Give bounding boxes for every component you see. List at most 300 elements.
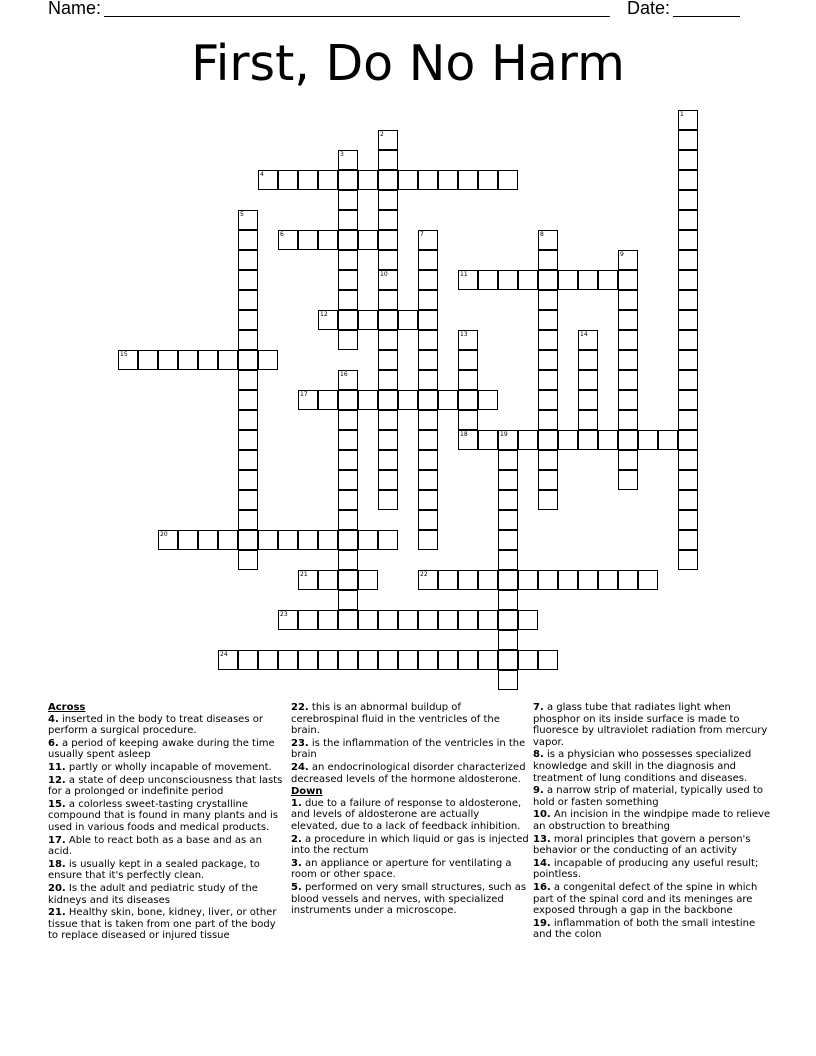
crossword-cell[interactable] xyxy=(398,170,418,190)
crossword-cell[interactable] xyxy=(498,170,518,190)
crossword-cell[interactable] xyxy=(318,170,338,190)
crossword-cell[interactable] xyxy=(298,170,318,190)
crossword-cell[interactable] xyxy=(418,510,438,530)
crossword-cell[interactable] xyxy=(218,530,238,550)
crossword-cell[interactable] xyxy=(278,530,298,550)
crossword-cell[interactable] xyxy=(338,610,358,630)
clue-item-number: 19. xyxy=(533,917,551,929)
clue-item-text: performed on very small structures, such as blood vessels and nerves, with specialized instruments under a microscope. xyxy=(291,881,527,917)
crossword-cell[interactable] xyxy=(678,510,698,530)
crossword-cell[interactable] xyxy=(578,370,598,390)
clue-item-number: 5. xyxy=(291,881,302,893)
clue-number: 7 xyxy=(420,231,424,238)
crossword-cell[interactable] xyxy=(458,350,478,370)
crossword-cell[interactable] xyxy=(578,270,598,290)
crossword-cell[interactable] xyxy=(178,350,198,370)
clue-number: 19 xyxy=(500,431,508,438)
clue-item xyxy=(533,785,771,808)
crossword-cell[interactable] xyxy=(678,430,698,450)
crossword-cell[interactable] xyxy=(378,390,398,410)
clue-number: 9 xyxy=(620,251,624,258)
clue-item-number: 9. xyxy=(533,785,544,797)
clue-item-text: a glass tube that radiates light when phosphor on its inside surface is made to fluoresce by ultraviolet radiation from mercury vapor. xyxy=(533,702,768,748)
crossword-cell[interactable] xyxy=(278,170,298,190)
clue-item-text: An incision in the windpipe made to relieve an obstruction to breathing xyxy=(533,809,771,832)
clue-item xyxy=(48,762,286,774)
crossword-cell[interactable] xyxy=(678,130,698,150)
crossword-cell[interactable] xyxy=(418,170,438,190)
crossword-cell[interactable] xyxy=(538,230,558,250)
crossword-cell[interactable] xyxy=(418,470,438,490)
crossword-cell[interactable] xyxy=(378,470,398,490)
crossword-cell[interactable] xyxy=(338,210,358,230)
crossword-cell[interactable] xyxy=(538,270,558,290)
crossword-cell[interactable] xyxy=(338,370,358,390)
crossword-cell[interactable] xyxy=(378,170,398,190)
crossword-cell[interactable] xyxy=(438,610,458,630)
crossword-cell[interactable] xyxy=(498,490,518,510)
crossword-cell[interactable] xyxy=(458,330,478,350)
crossword-cell[interactable] xyxy=(498,630,518,650)
crossword-cell[interactable] xyxy=(418,390,438,410)
crossword-cell[interactable] xyxy=(258,350,278,370)
crossword-cell[interactable] xyxy=(238,410,258,430)
crossword-cell[interactable] xyxy=(378,430,398,450)
crossword-cell[interactable] xyxy=(318,530,338,550)
crossword-cell[interactable] xyxy=(638,430,658,450)
crossword-cell[interactable] xyxy=(338,530,358,550)
crossword-cell[interactable] xyxy=(378,530,398,550)
crossword-cell[interactable] xyxy=(318,390,338,410)
crossword-cell[interactable] xyxy=(358,650,378,670)
crossword-cell[interactable] xyxy=(138,350,158,370)
crossword-cell[interactable] xyxy=(678,490,698,510)
crossword-cell[interactable] xyxy=(378,210,398,230)
crossword-cell[interactable] xyxy=(378,450,398,470)
clue-item-text: a period of keeping awake during the time usually spent asleep xyxy=(48,737,275,761)
crossword-cell[interactable] xyxy=(678,270,698,290)
crossword-cell[interactable] xyxy=(338,270,358,290)
crossword-cell[interactable] xyxy=(618,370,638,390)
crossword-cell[interactable] xyxy=(578,390,598,410)
crossword-cell[interactable] xyxy=(378,370,398,390)
crossword-cell[interactable] xyxy=(498,510,518,530)
crossword-cell[interactable] xyxy=(518,270,538,290)
clues-column-1 xyxy=(48,702,286,943)
crossword-cell[interactable] xyxy=(338,510,358,530)
crossword-cell[interactable] xyxy=(358,230,378,250)
clue-item xyxy=(48,738,286,761)
crossword-cell[interactable] xyxy=(438,650,458,670)
crossword-cell[interactable] xyxy=(338,570,358,590)
crossword-cell[interactable] xyxy=(238,370,258,390)
crossword-cell[interactable] xyxy=(338,150,358,170)
clue-number: 21 xyxy=(300,571,308,578)
crossword-cell[interactable] xyxy=(458,270,478,290)
crossword-cell[interactable] xyxy=(618,450,638,470)
crossword-cell[interactable] xyxy=(358,530,378,550)
crossword-cell[interactable] xyxy=(618,410,638,430)
crossword-cell[interactable] xyxy=(498,590,518,610)
crossword-cell[interactable] xyxy=(458,610,478,630)
crossword-cell[interactable] xyxy=(578,330,598,350)
crossword-cell[interactable] xyxy=(338,470,358,490)
crossword-cell[interactable] xyxy=(618,570,638,590)
crossword-cell[interactable] xyxy=(318,310,338,330)
crossword-cell[interactable] xyxy=(358,390,378,410)
clue-item-text: is usually kept in a sealed package, to ensure that it's perfectly clean. xyxy=(48,858,260,882)
clue-item-text: incapable of producing any useful result; pointless. xyxy=(533,857,759,881)
crossword-cell[interactable] xyxy=(318,570,338,590)
crossword-cell[interactable] xyxy=(538,330,558,350)
crossword-cell[interactable] xyxy=(378,130,398,150)
crossword-cell[interactable] xyxy=(678,250,698,270)
crossword-cell[interactable] xyxy=(558,270,578,290)
crossword-cell[interactable] xyxy=(618,330,638,350)
clue-item-text: is the inflammation of the ventricles in the brain xyxy=(291,737,526,761)
crossword-cell[interactable] xyxy=(678,410,698,430)
crossword-cell[interactable] xyxy=(338,490,358,510)
clue-item xyxy=(533,809,771,832)
crossword-cell[interactable] xyxy=(298,530,318,550)
clue-item-text: Able to react both as a base and as an acid. xyxy=(48,834,262,858)
clue-item-number: 2. xyxy=(291,833,302,845)
crossword-cell[interactable] xyxy=(418,570,438,590)
down-heading: Down xyxy=(291,786,323,798)
crossword-cell[interactable] xyxy=(518,430,538,450)
clue-item xyxy=(48,775,286,798)
crossword-cell[interactable] xyxy=(478,390,498,410)
crossword-cell[interactable] xyxy=(538,430,558,450)
crossword-cell[interactable] xyxy=(238,310,258,330)
crossword-cell[interactable] xyxy=(238,250,258,270)
crossword-cell[interactable] xyxy=(478,430,498,450)
clue-number: 10 xyxy=(380,271,388,278)
crossword-cell[interactable] xyxy=(498,650,518,670)
crossword-cell[interactable] xyxy=(338,190,358,210)
crossword-cell[interactable] xyxy=(338,450,358,470)
crossword-cell[interactable] xyxy=(378,610,398,630)
crossword-cell[interactable] xyxy=(458,430,478,450)
clue-number: 1 xyxy=(680,111,684,118)
crossword-cell[interactable] xyxy=(578,350,598,370)
crossword-cell[interactable] xyxy=(338,390,358,410)
crossword-cell[interactable] xyxy=(678,390,698,410)
crossword-cell[interactable] xyxy=(458,370,478,390)
crossword-cell[interactable] xyxy=(338,650,358,670)
crossword-cell[interactable] xyxy=(678,330,698,350)
crossword-cell[interactable] xyxy=(498,570,518,590)
crossword-cell[interactable] xyxy=(578,570,598,590)
clue-item-number: 6. xyxy=(48,737,59,749)
crossword-cell[interactable] xyxy=(618,350,638,370)
crossword-cell[interactable] xyxy=(338,590,358,610)
crossword-cell[interactable] xyxy=(678,210,698,230)
crossword-cell[interactable] xyxy=(238,530,258,550)
crossword-cell[interactable] xyxy=(538,250,558,270)
crossword-cell[interactable] xyxy=(418,610,438,630)
crossword-cell[interactable] xyxy=(458,410,478,430)
crossword-cell[interactable] xyxy=(238,510,258,530)
clue-item-number: 24. xyxy=(291,761,309,773)
crossword-cell[interactable] xyxy=(538,450,558,470)
crossword-cell[interactable] xyxy=(438,170,458,190)
crossword-cell[interactable] xyxy=(378,230,398,250)
crossword-cell[interactable] xyxy=(518,570,538,590)
crossword-cell[interactable] xyxy=(378,190,398,210)
crossword-cell[interactable] xyxy=(478,270,498,290)
crossword-cell[interactable] xyxy=(298,610,318,630)
crossword-cell[interactable] xyxy=(378,350,398,370)
crossword-cell[interactable] xyxy=(418,430,438,450)
crossword-cell[interactable] xyxy=(458,390,478,410)
crossword-cell[interactable] xyxy=(498,670,518,690)
crossword-cell[interactable] xyxy=(278,610,298,630)
crossword-cell[interactable] xyxy=(418,530,438,550)
name-label: Name: xyxy=(48,0,102,18)
crossword-cell[interactable] xyxy=(478,570,498,590)
crossword-cell[interactable] xyxy=(358,570,378,590)
crossword-cell[interactable] xyxy=(618,430,638,450)
crossword-cell[interactable] xyxy=(298,390,318,410)
crossword-cell[interactable] xyxy=(258,170,278,190)
clue-number: 4 xyxy=(260,171,264,178)
clue-item-number: 16. xyxy=(533,881,551,893)
crossword-cell[interactable] xyxy=(238,270,258,290)
crossword-cell[interactable] xyxy=(238,470,258,490)
clue-item-text: this is an abnormal buildup of cerebrospinal fluid in the ventricles of the brain. xyxy=(291,702,500,737)
crossword-cell[interactable] xyxy=(618,390,638,410)
crossword-cell[interactable] xyxy=(678,230,698,250)
crossword-cell[interactable] xyxy=(378,250,398,270)
crossword-cell[interactable] xyxy=(398,310,418,330)
crossword-cell[interactable] xyxy=(378,290,398,310)
clue-number: 23 xyxy=(280,611,288,618)
clue-item-number: 13. xyxy=(533,833,551,845)
crossword-cell[interactable] xyxy=(298,650,318,670)
crossword-cell[interactable] xyxy=(398,610,418,630)
crossword-cell[interactable] xyxy=(478,170,498,190)
crossword-cell[interactable] xyxy=(118,350,138,370)
clue-item-number: 7. xyxy=(533,702,544,713)
clue-number: 13 xyxy=(460,331,468,338)
crossword-cell[interactable] xyxy=(498,430,518,450)
crossword-cell[interactable] xyxy=(518,650,538,670)
crossword-cell[interactable] xyxy=(378,410,398,430)
crossword-cell[interactable] xyxy=(238,210,258,230)
crossword-cell[interactable] xyxy=(418,370,438,390)
crossword-cell[interactable] xyxy=(418,270,438,290)
crossword-cell[interactable] xyxy=(258,650,278,670)
crossword-cell[interactable] xyxy=(598,270,618,290)
crossword-cell[interactable] xyxy=(678,450,698,470)
crossword-cell[interactable] xyxy=(238,450,258,470)
crossword-cell[interactable] xyxy=(358,610,378,630)
crossword-cell[interactable] xyxy=(238,550,258,570)
clue-number: 18 xyxy=(460,431,468,438)
crossword-cell[interactable] xyxy=(438,390,458,410)
crossword-cell[interactable] xyxy=(678,530,698,550)
crossword-cell[interactable] xyxy=(218,350,238,370)
crossword-cell[interactable] xyxy=(678,470,698,490)
crossword-cell[interactable] xyxy=(378,150,398,170)
crossword-cell[interactable] xyxy=(498,470,518,490)
clue-item xyxy=(533,834,771,857)
clue-item-text: a colorless sweet-tasting crystalline compound that is found in many plants and is used in various foods and medical products. xyxy=(48,798,278,833)
crossword-cell[interactable] xyxy=(618,470,638,490)
crossword-cell[interactable] xyxy=(238,350,258,370)
crossword-cell[interactable] xyxy=(418,450,438,470)
crossword-cell[interactable] xyxy=(498,450,518,470)
crossword-cell[interactable] xyxy=(238,430,258,450)
crossword-cell[interactable] xyxy=(538,310,558,330)
crossword-cell[interactable] xyxy=(478,610,498,630)
crossword-cell[interactable] xyxy=(678,190,698,210)
crossword-cell[interactable] xyxy=(338,550,358,570)
crossword-cell[interactable] xyxy=(238,230,258,250)
clue-number: 14 xyxy=(580,331,588,338)
crossword-cell[interactable] xyxy=(438,570,458,590)
crossword-cell[interactable] xyxy=(458,570,478,590)
crossword-cell[interactable] xyxy=(678,150,698,170)
crossword-cell[interactable] xyxy=(618,250,638,270)
crossword-cell[interactable] xyxy=(218,650,238,670)
crossword-cell[interactable] xyxy=(578,430,598,450)
crossword-cell[interactable] xyxy=(418,230,438,250)
crossword-cell[interactable] xyxy=(478,650,498,670)
crossword-cell[interactable] xyxy=(618,310,638,330)
clue-item xyxy=(48,859,286,882)
clue-item-number: 15. xyxy=(48,798,66,810)
crossword-cell[interactable] xyxy=(298,570,318,590)
crossword-cell[interactable] xyxy=(538,570,558,590)
crossword-cell[interactable] xyxy=(558,430,578,450)
crossword-cell[interactable] xyxy=(338,410,358,430)
crossword-cell[interactable] xyxy=(198,530,218,550)
crossword-cell[interactable] xyxy=(498,270,518,290)
crossword-cell[interactable] xyxy=(378,490,398,510)
crossword-cell[interactable] xyxy=(418,490,438,510)
crossword-cell[interactable] xyxy=(678,290,698,310)
crossword-cell[interactable] xyxy=(598,570,618,590)
crossword-cell[interactable] xyxy=(418,310,438,330)
crossword-cell[interactable] xyxy=(338,230,358,250)
crossword-cell[interactable] xyxy=(538,390,558,410)
crossword-cell[interactable] xyxy=(498,610,518,630)
crossword-cell[interactable] xyxy=(618,270,638,290)
crossword-cell[interactable] xyxy=(238,390,258,410)
crossword-cell[interactable] xyxy=(578,410,598,430)
crossword-cell[interactable] xyxy=(338,250,358,270)
crossword-cell[interactable] xyxy=(498,530,518,550)
clue-number: 11 xyxy=(460,271,468,278)
crossword-cell[interactable] xyxy=(298,230,318,250)
clue-number: 15 xyxy=(120,351,128,358)
crossword-cell[interactable] xyxy=(558,570,578,590)
crossword-cell[interactable] xyxy=(638,570,658,590)
crossword-cell[interactable] xyxy=(358,170,378,190)
crossword-cell[interactable] xyxy=(318,650,338,670)
crossword-cell[interactable] xyxy=(318,230,338,250)
clue-item xyxy=(533,858,771,881)
crossword-cell[interactable] xyxy=(538,650,558,670)
crossword-cell[interactable] xyxy=(258,530,278,550)
crossword-cell[interactable] xyxy=(418,350,438,370)
crossword-cell[interactable] xyxy=(678,110,698,130)
crossword-cell[interactable] xyxy=(538,350,558,370)
crossword-cell[interactable] xyxy=(678,550,698,570)
crossword-cell[interactable] xyxy=(678,170,698,190)
clue-item-number: 20. xyxy=(48,882,66,894)
across-heading: Across xyxy=(48,702,86,713)
crossword-cell[interactable] xyxy=(518,610,538,630)
crossword-cell[interactable] xyxy=(378,310,398,330)
crossword-cell[interactable] xyxy=(338,310,358,330)
crossword-cell[interactable] xyxy=(378,330,398,350)
crossword-cell[interactable] xyxy=(538,370,558,390)
crossword-cell[interactable] xyxy=(418,410,438,430)
clue-item-text: a state of deep unconsciousness that lasts for a prolonged or indefinite period xyxy=(48,774,283,798)
clue-number: 2 xyxy=(380,131,384,138)
crossword-cell[interactable] xyxy=(458,170,478,190)
crossword-cell[interactable] xyxy=(398,650,418,670)
crossword-cell[interactable] xyxy=(358,310,378,330)
clue-item xyxy=(48,714,286,737)
crossword-cell[interactable] xyxy=(378,270,398,290)
crossword-cell[interactable] xyxy=(198,350,218,370)
crossword-cell[interactable] xyxy=(658,430,678,450)
crossword-cell[interactable] xyxy=(598,430,618,450)
crossword-cell[interactable] xyxy=(158,350,178,370)
crossword-cell[interactable] xyxy=(458,650,478,670)
crossword-cell[interactable] xyxy=(678,350,698,370)
crossword-cell[interactable] xyxy=(678,370,698,390)
crossword-cell[interactable] xyxy=(238,650,258,670)
crossword-cell[interactable] xyxy=(338,170,358,190)
crossword-cell[interactable] xyxy=(338,290,358,310)
crossword-cell[interactable] xyxy=(538,290,558,310)
crossword-cell[interactable] xyxy=(158,530,178,550)
crossword-cell[interactable] xyxy=(418,330,438,350)
crossword-cell[interactable] xyxy=(618,290,638,310)
crossword-cell[interactable] xyxy=(378,650,398,670)
clue-item xyxy=(533,749,771,784)
crossword-cell[interactable] xyxy=(318,610,338,630)
crossword-cell[interactable] xyxy=(418,250,438,270)
crossword-cell[interactable] xyxy=(238,290,258,310)
crossword-cell[interactable] xyxy=(338,330,358,350)
crossword-cell[interactable] xyxy=(178,530,198,550)
crossword-cell[interactable] xyxy=(678,310,698,330)
crossword-cell[interactable] xyxy=(278,650,298,670)
crossword-cell[interactable] xyxy=(498,550,518,570)
crossword-cell[interactable] xyxy=(238,330,258,350)
clue-item-number: 18. xyxy=(48,858,66,870)
crossword-cell[interactable] xyxy=(538,470,558,490)
crossword-cell[interactable] xyxy=(398,390,418,410)
crossword-cell[interactable] xyxy=(238,490,258,510)
crossword-cell[interactable] xyxy=(418,290,438,310)
crossword-cell[interactable] xyxy=(538,490,558,510)
crossword-cell[interactable] xyxy=(418,650,438,670)
clue-item-text: a narrow strip of material, typically used to hold or fasten something xyxy=(533,785,763,808)
crossword-cell[interactable] xyxy=(538,410,558,430)
crossword-cell[interactable] xyxy=(338,430,358,450)
clue-item-text: moral principles that govern a person's behavior or the conducting of an activity xyxy=(533,833,751,857)
crossword-cell[interactable] xyxy=(278,230,298,250)
clue-item xyxy=(48,883,286,906)
clue-number: 22 xyxy=(420,571,428,578)
